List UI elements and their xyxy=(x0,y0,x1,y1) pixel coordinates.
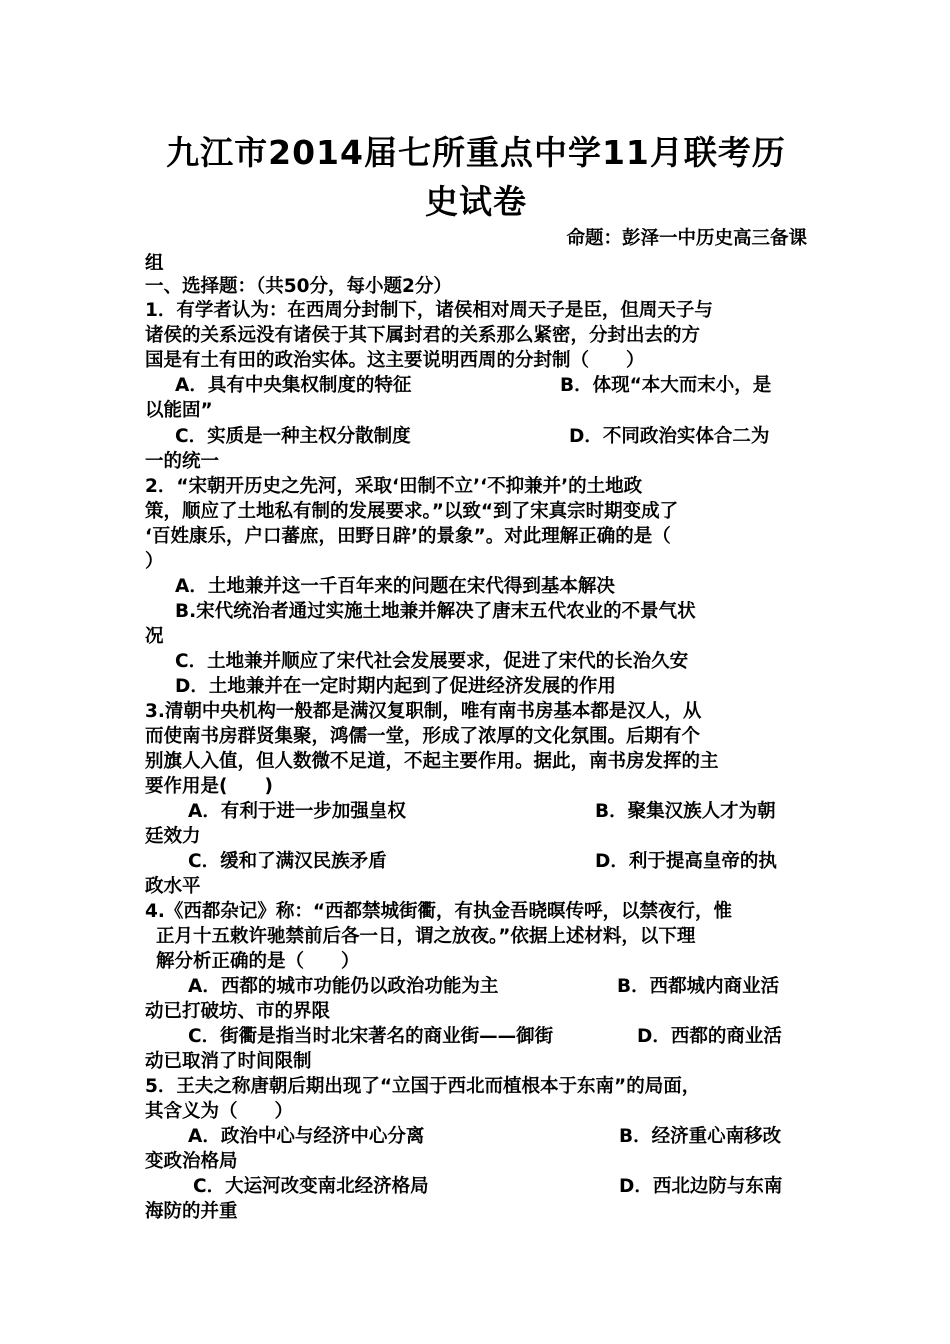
option-b: B．体现“本大而末小，是 xyxy=(560,375,772,396)
question-3-text: 别旗人入值，但人数微不足道，不起主要作用。据此，南书房发挥的主 xyxy=(145,751,719,772)
question-4-text: 正月十五敕许驰禁前后各一日，谓之放夜。”依据上述材料，以下理 xyxy=(156,926,696,947)
question-3-text: 3.清朝中央机构一般都是满汉复职制，唯有南书房基本都是汉人，从 xyxy=(145,701,702,722)
question-2-text: 策，顺应了土地私有制的发展要求。”以致“到了宋真宗时期变成了 xyxy=(145,501,679,522)
question-2-text: 2．“宋朝开历史之先河，采取‘田制不立’‘不抑兼并’的土地政 xyxy=(145,476,643,497)
option-b: B．聚集汉族人才为朝 xyxy=(595,801,776,822)
question-5-options-cd xyxy=(145,1174,807,1199)
option-d: D．西都的商业活 xyxy=(637,1026,782,1047)
question-3-options-ab xyxy=(145,799,807,824)
option-c: C．土地兼并顺应了宋代社会发展要求，促进了宋代的长治久安 xyxy=(175,651,689,672)
question-4-text: 解分析正确的是（ ） xyxy=(156,951,360,972)
option-b: B．经济重心南移改 xyxy=(619,1126,782,1147)
option-c: C．街衢是指当时北宋著名的商业街——御街 xyxy=(188,1026,554,1047)
option-b-cont: 变政治格局 xyxy=(145,1151,238,1172)
question-1-options-cd xyxy=(145,424,807,449)
option-b: B.宋代统治者通过实施土地兼并解决了唐末五代农业的不景气状 xyxy=(175,601,696,622)
question-3-text: 要作用是( ) xyxy=(145,776,273,797)
option-d-cont: 政水平 xyxy=(145,876,201,897)
question-1-text: 1．有学者认为：在西周分封制下，诸侯相对周天子是臣，但周天子与 xyxy=(145,300,713,321)
question-5-text: 5．王夫之称唐朝后期出现了“立国于西北而植根本于东南”的局面， xyxy=(145,1076,701,1097)
option-d: D．不同政治实体合二为 xyxy=(569,426,770,447)
option-b: B．西都城内商业活 xyxy=(617,976,780,997)
option-b-cont: 廷效力 xyxy=(145,826,201,847)
question-4-text: 4.《西都杂记》称：“西都禁城街衢，有执金吾晓暝传呼，以禁夜行，惟 xyxy=(145,901,733,922)
author-line-cont: 组 xyxy=(145,253,164,274)
option-b-cont: 况 xyxy=(145,626,164,647)
option-c: C．缓和了满汉民族矛盾 xyxy=(188,851,387,872)
question-5-text: 其含义为（ ） xyxy=(145,1101,294,1122)
question-3-text: 而使南书房群贤集聚，鸿儒一堂，形成了浓厚的文化氛围。后期有个 xyxy=(145,726,701,747)
question-1-text: 诸侯的关系远没有诸侯于其下属封君的关系那么紧密，分封出去的方 xyxy=(145,325,701,346)
exam-title-line1: 九江市2014届七所重点中学11月联考历 xyxy=(166,133,786,172)
option-a: A．具有中央集权制度的特征 xyxy=(175,375,412,396)
question-1-options-ab xyxy=(145,373,807,398)
question-2-text: ‘百姓康乐，户口蕃庶，田野日辟’的景象”。对此理解正确的是（ xyxy=(145,526,671,547)
option-d: D．利于提高皇帝的执 xyxy=(595,851,777,872)
option-a: A．有利于进一步加强皇权 xyxy=(188,801,406,822)
question-1-text: 国是有土有田的政治实体。这主要说明西周的分封制（ ） xyxy=(145,350,645,371)
author-line: 命题：彭泽一中历史高三备课 xyxy=(566,228,807,249)
option-d: D．西北边防与东南 xyxy=(619,1176,783,1197)
option-d-cont: 动已取消了时间限制 xyxy=(145,1051,312,1072)
question-5-options-ab xyxy=(145,1124,807,1149)
question-4-options-ab xyxy=(145,974,807,999)
question-2-text: ） xyxy=(145,551,164,572)
option-c: C．大运河改变南北经济格局 xyxy=(193,1176,429,1197)
question-4-options-cd xyxy=(145,1024,807,1049)
option-b-cont: 以能固” xyxy=(145,400,213,421)
option-d-cont: 海防的并重 xyxy=(145,1201,238,1222)
option-d: D．土地兼并在一定时期内起到了促进经济发展的作用 xyxy=(175,676,616,697)
option-a: A．西都的城市功能仍以政治功能为主 xyxy=(188,976,499,997)
option-c: C．实质是一种主权分散制度 xyxy=(175,426,411,447)
question-3-options-cd xyxy=(145,849,807,874)
option-a: A．土地兼并这一千百年来的问题在宋代得到基本解决 xyxy=(175,576,615,597)
exam-title-line2: 史试卷 xyxy=(425,182,527,221)
option-a: A．政治中心与经济中心分离 xyxy=(188,1126,425,1147)
option-b-cont: 动已打破坊、市的界限 xyxy=(145,1001,331,1022)
section-heading: 一、选择题：（共50分，每小题2分） xyxy=(145,276,452,297)
option-d-cont: 一的统一 xyxy=(145,451,220,472)
